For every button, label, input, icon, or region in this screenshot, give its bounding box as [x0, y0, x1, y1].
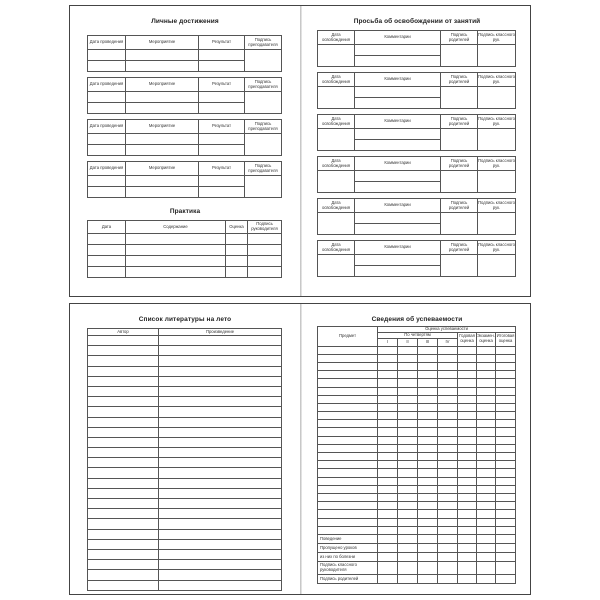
achievement-header-row	[88, 36, 282, 50]
achievement-row	[88, 176, 282, 187]
progress-subject-row	[318, 469, 516, 477]
exemption-col-parents-signature: Подпись родителей	[441, 31, 478, 45]
progress-subject-row	[318, 403, 516, 411]
achievement-table	[87, 161, 282, 198]
exemption-col-parents-signature: Подпись родителей	[441, 241, 478, 255]
exemption-col-teacher-signature: Подпись классного рук.	[478, 241, 516, 255]
reading-col-work: Произведение	[159, 329, 282, 336]
exemption-col-comments: Комментарии	[355, 157, 441, 171]
achievement-col-result: Результат	[199, 120, 245, 134]
progress-subject-row	[318, 371, 516, 379]
progress-table	[317, 326, 516, 584]
progress-subject-row	[318, 461, 516, 469]
exemption-header-row	[318, 73, 516, 87]
page-achievements-practice	[70, 6, 300, 296]
progress-footer-label: Подпись родителей	[318, 574, 378, 583]
exemption-col-date: Дата освобождения	[318, 199, 355, 213]
exemption-col-teacher-signature: Подпись классного рук.	[478, 73, 516, 87]
achievement-col-event: Мероприятие	[126, 120, 199, 134]
practice-header-row	[88, 221, 282, 234]
progress-subject-row	[318, 412, 516, 420]
exemption-col-date: Дата освобождения	[318, 115, 355, 129]
exemption-col-parents-signature: Подпись родителей	[441, 199, 478, 213]
reading-row	[88, 407, 282, 417]
progress-col-grades: Оценка успеваемости	[378, 327, 516, 333]
reading-row	[88, 346, 282, 356]
progress-footer-row	[318, 552, 516, 561]
reading-row	[88, 417, 282, 427]
page-reading-list	[70, 304, 300, 594]
progress-footer-label: Пропущено уроков	[318, 543, 378, 552]
reading-row	[88, 560, 282, 570]
reading-row	[88, 519, 282, 529]
reading-row	[88, 549, 282, 559]
exemption-header-row	[318, 157, 516, 171]
notebook-spread-bottom	[69, 303, 531, 595]
progress-subject-row	[318, 387, 516, 395]
exemption-col-teacher-signature: Подпись классного рук.	[478, 31, 516, 45]
progress-subject-row	[318, 428, 516, 436]
progress-subject-row	[318, 444, 516, 452]
reading-row	[88, 437, 282, 447]
progress-subject-row	[318, 518, 516, 526]
progress-col-quarters: По четвертям	[378, 332, 458, 338]
reading-row	[88, 458, 282, 468]
exemption-row	[318, 255, 516, 266]
exemption-table	[317, 30, 516, 67]
exemption-col-teacher-signature: Подпись классного рук.	[478, 199, 516, 213]
reading-row	[88, 427, 282, 437]
progress-subject-row	[318, 493, 516, 501]
progress-subject-row	[318, 362, 516, 370]
practice-col-grade: Оценка	[226, 221, 248, 234]
exemption-col-parents-signature: Подпись родителей	[441, 115, 478, 129]
reading-row	[88, 448, 282, 458]
achievement-row	[88, 134, 282, 145]
achievement-col-date: Дата проведения	[88, 36, 126, 50]
progress-footer-row	[318, 561, 516, 574]
reading-row	[88, 580, 282, 590]
progress-col-annual: Годовая оценка	[458, 332, 477, 346]
exemption-header-row	[318, 115, 516, 129]
exemption-header-row	[318, 199, 516, 213]
reading-row	[88, 539, 282, 549]
progress-col-q1: I	[378, 338, 398, 346]
exemption-row	[318, 87, 516, 98]
exemption-col-comments: Комментарии	[355, 73, 441, 87]
progress-subject-row	[318, 436, 516, 444]
practice-table	[87, 220, 282, 278]
exemption-col-comments: Комментарии	[355, 241, 441, 255]
exemption-table	[317, 72, 516, 109]
practice-col-date: Дата	[88, 221, 126, 234]
practice-row	[88, 234, 282, 245]
reading-row	[88, 499, 282, 509]
exemption-col-comments: Комментарии	[355, 199, 441, 213]
exemption-col-date: Дата освобождения	[318, 241, 355, 255]
exemption-table	[317, 156, 516, 193]
exemption-col-parents-signature: Подпись родителей	[441, 73, 478, 87]
reading-row	[88, 509, 282, 519]
reading-row	[88, 376, 282, 386]
achievement-table	[87, 35, 282, 72]
progress-subject-row	[318, 485, 516, 493]
achievement-col-signature: Подпись преподавателя	[245, 162, 282, 176]
reading-row	[88, 478, 282, 488]
exemption-col-date: Дата освобождения	[318, 73, 355, 87]
achievement-header-row	[88, 162, 282, 176]
achievement-header-row	[88, 78, 282, 92]
achievement-row	[88, 92, 282, 103]
achievement-col-event: Мероприятие	[126, 36, 199, 50]
achievement-col-result: Результат	[199, 36, 245, 50]
progress-subject-row	[318, 526, 516, 534]
progress-footer-label: Поведение	[318, 534, 378, 543]
practice-row	[88, 267, 282, 278]
reading-row	[88, 356, 282, 366]
progress-col-exam: Экзамен. оценка	[477, 332, 496, 346]
achievement-table	[87, 119, 282, 156]
achievement-col-result: Результат	[199, 78, 245, 92]
progress-footer-row	[318, 574, 516, 583]
achievement-col-result: Результат	[199, 162, 245, 176]
reading-row	[88, 386, 282, 396]
achievement-col-signature: Подпись преподавателя	[245, 78, 282, 92]
progress-subject-row	[318, 354, 516, 362]
exemption-table	[317, 198, 516, 235]
reading-row	[88, 570, 282, 580]
practice-col-content: Содержание	[126, 221, 226, 234]
achievement-col-date: Дата проведения	[88, 78, 126, 92]
exemption-table	[317, 114, 516, 151]
exemption-col-date: Дата освобождения	[318, 31, 355, 45]
achievement-col-signature: Подпись преподавателя	[245, 36, 282, 50]
progress-subject-row	[318, 510, 516, 518]
progress-footer-label: Подпись классного руководителя	[318, 561, 378, 574]
exemption-col-comments: Комментарии	[355, 115, 441, 129]
achievement-col-date: Дата проведения	[88, 162, 126, 176]
exemption-col-comments: Комментарии	[355, 31, 441, 45]
progress-col-q3: III	[418, 338, 438, 346]
achievement-col-event: Мероприятие	[126, 162, 199, 176]
exemption-row	[318, 45, 516, 56]
progress-title: Сведения об успеваемости	[371, 316, 463, 323]
reading-row	[88, 468, 282, 478]
exemption-row	[318, 171, 516, 182]
practice-title: Практика	[169, 208, 201, 215]
reading-title: Список литературы на лето	[138, 316, 232, 323]
exemption-row	[318, 213, 516, 224]
exemption-col-teacher-signature: Подпись классного рук.	[478, 115, 516, 129]
progress-col-subject: Предмет	[318, 327, 378, 347]
practice-row	[88, 256, 282, 267]
progress-subject-row	[318, 502, 516, 510]
achievement-col-event: Мероприятие	[126, 78, 199, 92]
progress-subject-row	[318, 420, 516, 428]
achievement-col-date: Дата проведения	[88, 120, 126, 134]
exemption-title: Просьба об освобождении от занятий	[353, 18, 481, 25]
reading-row	[88, 488, 282, 498]
reading-table	[87, 328, 282, 591]
notebook-spread-top	[69, 5, 531, 297]
reading-row	[88, 529, 282, 539]
exemption-table	[317, 240, 516, 277]
page-progress	[302, 304, 532, 594]
reading-row	[88, 336, 282, 346]
page-exemption	[302, 6, 532, 296]
achievement-table	[87, 77, 282, 114]
progress-subject-row	[318, 453, 516, 461]
progress-footer-label: из них по болезни	[318, 552, 378, 561]
progress-subject-row	[318, 395, 516, 403]
progress-col-q4: IV	[438, 338, 458, 346]
reading-row	[88, 366, 282, 376]
practice-col-signature: Подпись руководителя	[248, 221, 282, 234]
progress-subject-row	[318, 379, 516, 387]
progress-subject-row	[318, 346, 516, 354]
exemption-col-parents-signature: Подпись родителей	[441, 157, 478, 171]
progress-col-q2: II	[398, 338, 418, 346]
reading-col-author: Автор	[88, 329, 159, 336]
achievement-header-row	[88, 120, 282, 134]
achievement-col-signature: Подпись преподавателя	[245, 120, 282, 134]
practice-row	[88, 245, 282, 256]
exemption-header-row	[318, 31, 516, 45]
progress-col-final: Итоговая оценка	[496, 332, 516, 346]
reading-row	[88, 397, 282, 407]
exemption-col-teacher-signature: Подпись классного рук.	[478, 157, 516, 171]
progress-footer-row	[318, 543, 516, 552]
achievements-title: Личные достижения	[151, 18, 219, 25]
achievement-row	[88, 50, 282, 61]
exemption-row	[318, 129, 516, 140]
reading-header-row	[88, 329, 282, 336]
exemption-col-date: Дата освобождения	[318, 157, 355, 171]
progress-subject-row	[318, 477, 516, 485]
progress-footer-row	[318, 534, 516, 543]
exemption-header-row	[318, 241, 516, 255]
